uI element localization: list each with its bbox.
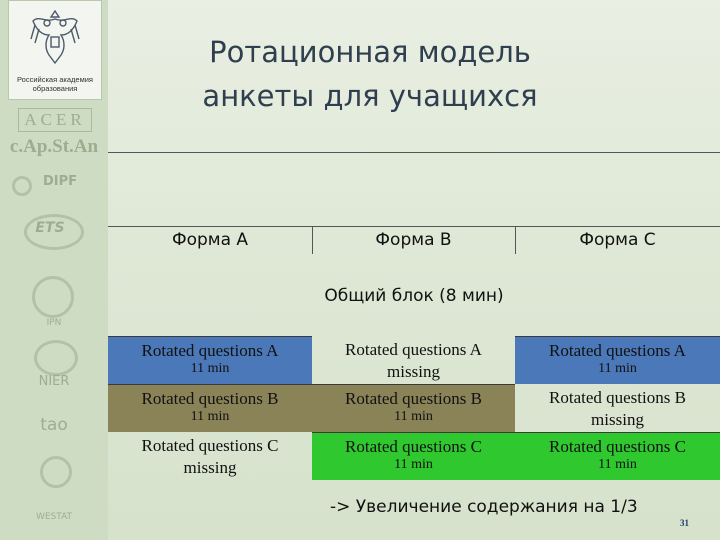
double-headed-eagle-icon — [29, 5, 81, 71]
dipf-ring-icon — [12, 176, 32, 196]
grid-cell-c-3 — [515, 432, 720, 480]
capstan-logo: c.Ap.St.An — [9, 136, 99, 157]
ipn-logo: IPN — [46, 318, 62, 328]
grid-cell-a-3 — [108, 432, 312, 480]
column-header-form-b: Форма В — [375, 230, 452, 250]
cell-label: Rotated questions A — [141, 341, 279, 360]
grid-cell-c-2 — [515, 384, 720, 432]
footer-note: -> Увеличение содержания на 1/3 — [330, 497, 638, 517]
academy-name — [9, 75, 101, 93]
title-line-1: Ротационная модель — [209, 35, 531, 69]
cell-time: 11 min — [598, 457, 637, 472]
cell-label: Rotated questions B — [549, 388, 686, 407]
grid-cell-c-1 — [515, 336, 720, 384]
cell-label: Rotated questions C — [345, 437, 482, 456]
cell-label: Rotated questions C — [549, 437, 686, 456]
sidebar — [0, 0, 108, 540]
cell-label: Rotated questions B — [345, 389, 482, 408]
cell-time: 11 min — [394, 409, 433, 424]
cell-label: Rotated questions A — [549, 341, 686, 360]
grid-cell-a-1 — [108, 336, 312, 384]
grid-cell-b-1 — [312, 336, 515, 384]
cell-label: Rotated questions C — [141, 436, 279, 455]
schema-top-line — [108, 152, 720, 153]
cell-missing: missing — [183, 458, 237, 477]
westat-emblem-icon — [40, 456, 72, 488]
page-number: 31 — [680, 518, 689, 528]
grid-cell-b-3 — [312, 432, 515, 480]
acer-logo: ACER — [18, 108, 92, 132]
column-header-form-a: Форма А — [171, 230, 249, 250]
cell-time: 11 min — [190, 409, 230, 424]
academy-line-2: образования — [32, 84, 78, 93]
cell-time: 11 min — [394, 457, 433, 472]
common-block-label: Общий блок (8 мин) — [324, 286, 504, 306]
academy-line-1: Российская академия — [17, 75, 93, 84]
nier-swirl-icon — [34, 340, 78, 376]
title-line-2: анкеты для учащихся — [202, 79, 538, 113]
ipn-globe-icon — [32, 276, 74, 318]
ets-logo: ETS — [35, 220, 65, 236]
cell-label: Rotated questions A — [345, 340, 482, 359]
cell-missing: missing — [591, 410, 644, 429]
cell-time: 11 min — [190, 361, 230, 376]
cell-label: Rotated questions B — [141, 389, 279, 408]
dipf-logo: DIPF — [42, 174, 78, 189]
westat-logo: WESTAT — [35, 512, 73, 522]
slide-title — [160, 30, 580, 118]
cell-time: 11 min — [598, 361, 637, 376]
nier-logo: NIER — [38, 374, 70, 389]
grid-cell-a-2 — [108, 384, 312, 432]
grid-cell-b-2 — [312, 384, 515, 432]
tao-logo: tao — [40, 415, 68, 435]
column-header-form-c: Форма С — [579, 230, 656, 250]
cell-missing: missing — [387, 362, 440, 381]
emblem-box — [8, 0, 102, 100]
